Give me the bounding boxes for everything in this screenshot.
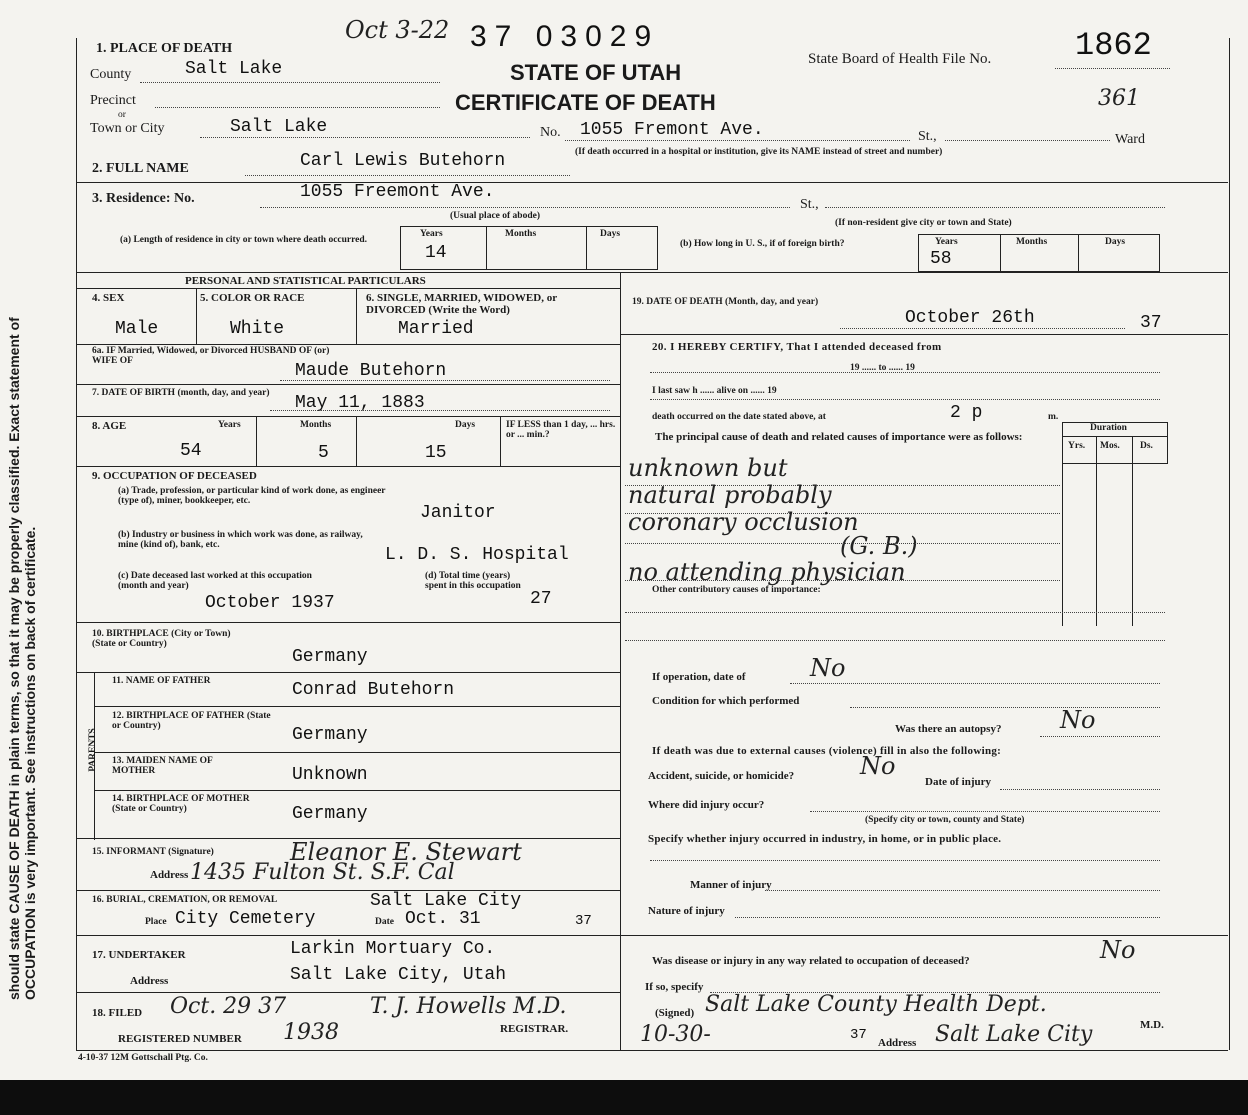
address-no-value: 1055 Fremont Ave. [580,120,764,140]
full-name-label: 2. FULL NAME [92,161,189,176]
sign-date: 10-30- [640,1022,711,1047]
to-label: 19 ...... to ...... 19 [850,363,915,373]
burial-date-value: Oct. 31 [405,909,481,929]
side-line-2: OCCUPATION is very important. See instructions on back of certificate. [22,526,38,1000]
cause-line-1: unknown but [628,454,788,482]
full-name-value: Carl Lewis Butehorn [300,151,506,171]
side-instructions [6,0,38,1000]
place-label: Place [145,917,167,927]
mother-value: Unknown [292,765,368,785]
state-title: STATE OF UTAH [510,60,682,85]
dod-label: 19. DATE OF DEATH (Month, day, and year) [632,297,819,307]
filed-label: 18. FILED [92,1007,143,1019]
dob-value: May 11, 1883 [295,393,425,413]
sex-label: 4. SEX [92,292,125,304]
res-years-h: Years [420,229,443,239]
town-label: Town or City [90,121,165,136]
precinct-label: Precinct [90,93,136,108]
operation-value: No [810,654,846,682]
birthplace-label: 10. BIRTHPLACE (City or Town) (State or Country) [92,629,231,649]
certificate-title: CERTIFICATE OF DEATH [455,90,716,115]
occ-a-label: (a) Trade, profession, or particular kind of work done, as engineer (type of), miner, bookkeeper, etc. [118,486,386,506]
usual-abode: (Usual place of abode) [450,211,540,221]
occ-d-value: 27 [530,589,552,609]
residence-label: 3. Residence: No. [92,191,195,206]
cause-label: The principal cause of death and related causes of importance were as follows: [655,431,1023,443]
burial-year-value: 37 [575,913,592,929]
us-days-h: Days [1105,237,1126,247]
file-no-extra: 361 [1098,86,1140,111]
external-label: If death was due to external causes (violence) fill in also the following: [652,745,1002,757]
sign-address: Salt Lake City [935,1022,1093,1047]
informant-address: 1435 Fulton St. S.F. Cal [190,860,455,885]
father-label: 11. NAME OF FATHER [112,676,211,686]
spouse-label: 6a. IF Married, Widowed, or Divorced HUSBAND OF (or) WIFE OF [92,346,330,366]
birthplace-value: Germany [292,647,368,667]
us-years-h: Years [935,237,958,247]
county-label: County [90,67,132,82]
age-years-h: Years [218,420,241,430]
st-label: St., [918,129,937,144]
side-line-1: should state CAUSE OF DEATH in plain terms, so that it may be properly classified. Exact statement of [6,317,22,1000]
specify-label: Specify whether injury occurred in industry, in home, or in public place. [648,833,1002,845]
age-months-h: Months [300,420,332,430]
accident-label: Accident, suicide, or homicide? [648,770,795,782]
father-bp-label: 12. BIRTHPLACE OF FATHER (State or Country) [112,711,271,731]
cemetery-value: City Cemetery [175,909,316,929]
undertaker-label: 17. UNDERTAKER [92,949,186,961]
informant-label: 15. INFORMANT (Signature) [92,847,214,857]
res-months-h: Months [505,229,537,239]
res-days-h: Days [600,229,621,239]
age-months: 5 [318,443,329,463]
residence-value: 1055 Freemont Ave. [300,182,495,202]
occ-c-label: (c) Date deceased last worked at this occupation (month and year) [118,571,312,591]
sign-address-label: Address [878,1037,917,1049]
us-years: 58 [930,249,952,269]
informant-signature: Eleanor E. Stewart [290,838,522,866]
where-hint: (Specify city or town, county and State) [865,815,1025,825]
time-label: death occurred on the date stated above, at [652,412,826,422]
residence-st-label: St., [800,197,819,212]
manner-label: Manner of injury [690,879,772,891]
color-label: 5. COLOR OR RACE [200,292,305,304]
autopsy-value: No [1060,706,1096,734]
ds-h: Ds. [1140,441,1153,451]
undertaker-address-label: Address [130,975,169,987]
ward-label: Ward [1115,132,1145,147]
accident-value: No [860,752,896,780]
file-no-label: State Board of Health File No. [808,51,992,67]
scan-edge [0,1080,1248,1115]
printer-label: 4-10-37 12M Gottschall Ptg. Co. [78,1053,208,1063]
mother-label: 13. MAIDEN NAME OF MOTHER [112,756,213,776]
cause-line-2: natural probably [628,481,832,509]
occ-b-label: (b) Industry or business in which work was done, as railway, mine (kind of), bank, etc. [118,530,363,550]
registrar-signature: T. J. Howells M.D. [370,994,567,1019]
how-long-label: (b) How long in U. S., if of foreign birth? [680,239,845,249]
certify-label: 20. I HEREBY CERTIFY, That I attended deceased from [652,341,942,353]
age-days-h: Days [455,420,476,430]
condition-label: Condition for which performed [652,695,800,707]
parents-label: PARENTS [87,728,98,772]
sex-value: Male [115,319,159,339]
occupation-label: 9. OCCUPATION OF DECEASED [92,470,257,482]
age-days: 15 [425,443,447,463]
county-value: Salt Lake [185,59,283,79]
informant-address-label: Address [150,869,189,881]
if-so-label: If so, specify [645,981,704,993]
operation-label: If operation, date of [652,671,746,683]
occ-c-value: October 1937 [205,593,335,613]
signed-value: Salt Lake County Health Dept. [705,992,1047,1017]
father-bp-value: Germany [292,725,368,745]
marital-label: 6. SINGLE, MARRIED, WIDOWED, or DIVORCED (Write the Word) [366,292,557,316]
signed-label: (Signed) [655,1007,695,1019]
place-heading: 1. PLACE OF DEATH [96,41,233,56]
burial-label: 16. BURIAL, CREMATION, OR REMOVAL [92,895,278,905]
cause-line-3: coronary occlusion [628,508,859,536]
cause-line-4: (G. B.) [840,532,918,560]
mother-bp-label: 14. BIRTHPLACE OF MOTHER (State or Country) [112,794,250,814]
mother-bp-value: Germany [292,804,368,824]
burial-place-value: Salt Lake City [370,891,522,911]
father-value: Conrad Butehorn [292,680,455,700]
filed-value: Oct. 29 37 [170,994,287,1019]
nature-label: Nature of injury [648,905,725,917]
res-years: 14 [425,243,447,263]
marital-value: Married [398,319,474,339]
reg-no-label: REGISTERED NUMBER [118,1033,242,1045]
occ-a-value: Janitor [420,503,496,523]
occ-related-label: Was disease or injury in any way related to occupation of deceased? [652,955,970,967]
length-label: (a) Length of residence in city or town where death occurred. [120,235,368,245]
undertaker-address: Salt Lake City, Utah [290,965,507,985]
file-no: 1862 [1075,27,1152,64]
us-months-h: Months [1016,237,1048,247]
sign-year: 37 [850,1027,867,1043]
reg-no-value: 1938 [283,1020,339,1045]
injury-date-label: Date of injury [925,776,991,788]
occ-b-value: L. D. S. Hospital [385,545,569,565]
dob-label: 7. DATE OF BIRTH (month, day, and year) [92,388,270,398]
time-value: 2 p [950,403,983,423]
md-label: M.D. [1140,1019,1164,1031]
stamp-handwritten: Oct 3-22 [345,16,450,44]
where-label: Where did injury occur? [648,799,765,811]
yrs-h: Yrs. [1068,441,1086,451]
cause-line-5: no attending physician [628,558,906,586]
burial-date-label: Date [375,917,394,927]
color-value: White [230,319,285,339]
or-label: or [118,110,126,120]
other-causes-label: Other contributory causes of importance: [652,585,821,595]
occ-related-value: No [1100,936,1136,964]
mos-h: Mos. [1100,441,1120,451]
occ-d-label: (d) Total time (years) spent in this occupation [425,571,521,591]
duration-h: Duration [1090,423,1127,433]
personal-heading: PERSONAL AND STATISTICAL PARTICULARS [185,275,426,287]
less-than-label: IF LESS than 1 day, ... hrs. or ... min.? [506,420,616,440]
registrar-label: REGISTRAR. [500,1023,569,1035]
age-years: 54 [180,441,202,461]
dod-value: October 26th [905,308,1035,328]
nonres-note: (If non-resident give city or town and State) [835,218,1012,228]
spouse-value: Maude Butehorn [295,361,447,381]
m-label: m. [1048,412,1059,422]
dod-year: 37 [1140,313,1162,333]
town-value: Salt Lake [230,117,328,137]
last-saw-label: I last saw h ...... alive on ...... 19 [652,386,777,396]
undertaker-value: Larkin Mortuary Co. [290,939,496,959]
hospital-note: (If death occurred in a hospital or institution, give its NAME instead of street and number) [575,147,943,157]
autopsy-label: Was there an autopsy? [895,723,1002,735]
age-label: 8. AGE [92,420,127,432]
stamp-number: 37 03029 [470,20,660,53]
address-no-label: No. [540,125,561,140]
